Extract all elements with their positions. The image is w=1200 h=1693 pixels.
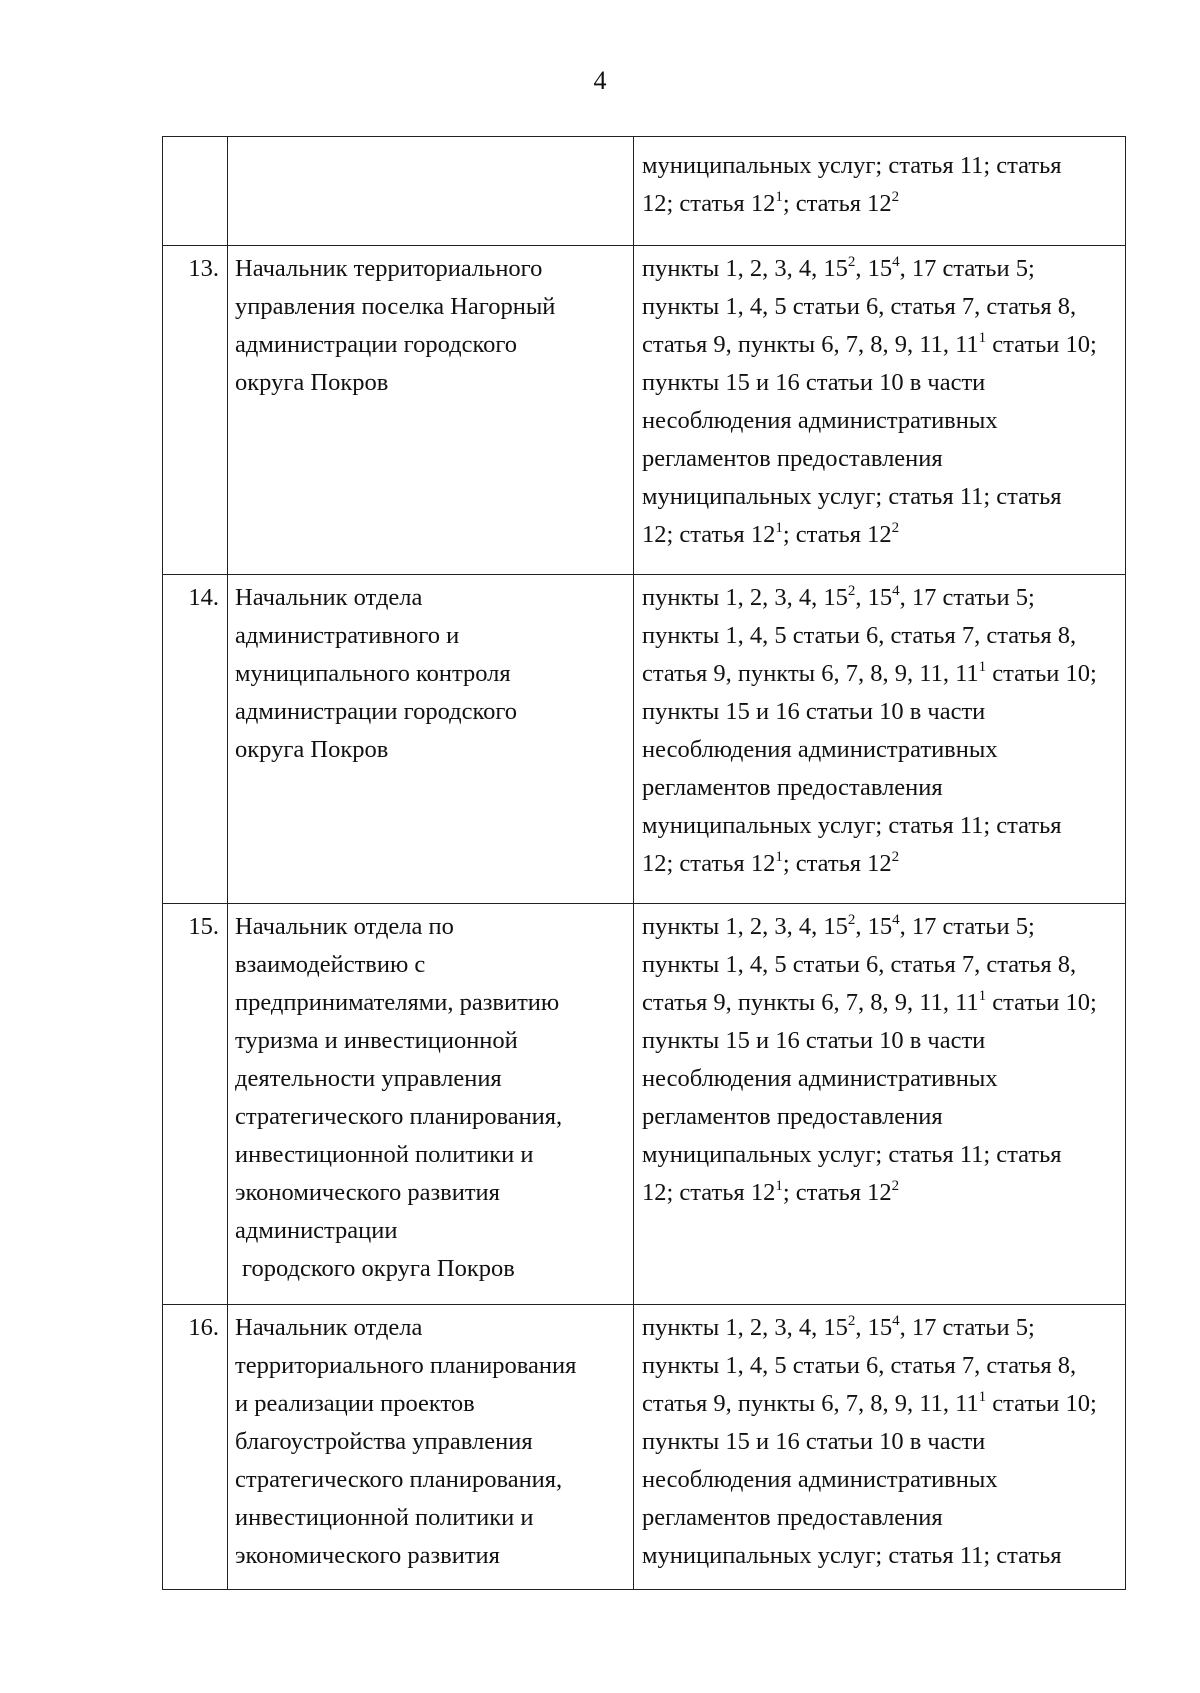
articles-line xyxy=(642,326,1119,364)
articles-text: несоблюдения административных xyxy=(642,407,998,434)
articles-text: пункты 1, 4, 5 статьи 6, статья 7, статья 8, xyxy=(642,951,1077,978)
articles-text: регламентов предоставления xyxy=(642,1103,943,1130)
position-line: экономического развития xyxy=(235,1542,500,1569)
superscript: 2 xyxy=(891,189,900,205)
articles-line xyxy=(642,693,1119,731)
articles-line xyxy=(642,1174,1119,1212)
articles-text: муниципальных услуг; статья 11; статья xyxy=(642,812,1062,839)
table-row xyxy=(163,575,1126,904)
position-line: стратегического планирования, xyxy=(235,1103,563,1130)
superscript: 2 xyxy=(891,849,900,865)
articles-text: , 17 статьи 5; xyxy=(899,255,1035,282)
articles-text: 12; статья 12 xyxy=(642,190,776,217)
articles-line xyxy=(642,1347,1119,1385)
articles-text: ; статья 12 xyxy=(782,850,892,877)
superscript: 2 xyxy=(847,1313,856,1329)
position-line: инвестиционной политики и xyxy=(235,1504,534,1531)
superscript: 1 xyxy=(775,849,783,865)
articles-cell xyxy=(634,137,1126,246)
articles-text: статьи 10; xyxy=(986,1390,1097,1417)
position-line: Начальник отдела xyxy=(235,1314,423,1341)
position-line: администрации городского xyxy=(235,331,518,358)
superscript: 4 xyxy=(892,254,900,270)
articles-cell xyxy=(634,246,1126,575)
articles-line xyxy=(642,288,1119,326)
articles-line xyxy=(642,579,1119,617)
articles-text: пункты 15 и 16 статьи 10 в части xyxy=(642,698,986,725)
articles-text: пункты 1, 2, 3, 4, 15 xyxy=(642,584,848,611)
position-line: администрации xyxy=(235,1217,398,1244)
superscript: 2 xyxy=(847,254,856,270)
page-number: 4 xyxy=(593,66,607,95)
articles-line xyxy=(642,617,1119,655)
position-cell xyxy=(228,246,634,575)
position-line: Начальник отдела по xyxy=(235,913,454,940)
articles-text: несоблюдения административных xyxy=(642,1466,998,1493)
articles-text: , 15 xyxy=(855,1314,893,1341)
articles-text: ; статья 12 xyxy=(782,190,892,217)
articles-text: , 17 статьи 5; xyxy=(899,1314,1035,1341)
position-line: муниципального контроля xyxy=(235,660,511,687)
position-line: благоустройства управления xyxy=(235,1428,533,1455)
articles-line xyxy=(642,908,1119,946)
articles-text: 12; статья 12 xyxy=(642,850,776,877)
row-number xyxy=(163,137,228,246)
articles-cell xyxy=(634,904,1126,1305)
position-line: предпринимателями, развитию xyxy=(235,989,560,1016)
position-line: управления поселка Нагорный xyxy=(235,293,556,320)
articles-text: статьи 10; xyxy=(986,331,1097,358)
articles-line xyxy=(642,516,1119,554)
superscript: 2 xyxy=(891,520,900,536)
officials-table-body xyxy=(163,137,1126,1590)
articles-text: пункты 15 и 16 статьи 10 в части xyxy=(642,1428,986,1455)
articles-text: регламентов предоставления xyxy=(642,774,943,801)
articles-line xyxy=(642,1060,1119,1098)
articles-line xyxy=(642,478,1119,516)
superscript: 1 xyxy=(775,520,783,536)
position-cell xyxy=(228,137,634,246)
superscript: 4 xyxy=(892,1313,900,1329)
articles-line xyxy=(642,1136,1119,1174)
table-row xyxy=(163,137,1126,246)
articles-text: пункты 15 и 16 статьи 10 в части xyxy=(642,369,986,396)
articles-text: пункты 1, 4, 5 статьи 6, статья 7, статья 8, xyxy=(642,622,1077,649)
articles-text: , 15 xyxy=(855,255,893,282)
position-cell xyxy=(228,575,634,904)
superscript: 1 xyxy=(978,1389,987,1405)
table-row xyxy=(163,1305,1126,1590)
position-line: взаимодействию с xyxy=(235,951,426,978)
position-line: Начальник территориального xyxy=(235,255,543,282)
table-row xyxy=(163,246,1126,575)
articles-text: статья 9, пункты 6, 7, 8, 9, 11, 11 xyxy=(642,1390,979,1417)
articles-line xyxy=(642,984,1119,1022)
officials-table xyxy=(162,136,1126,1590)
row-number: 14. xyxy=(163,575,228,904)
articles-text: несоблюдения административных xyxy=(642,736,998,763)
articles-line xyxy=(642,946,1119,984)
articles-line xyxy=(642,1385,1119,1423)
position-line: администрации городского xyxy=(235,698,518,725)
superscript: 1 xyxy=(775,189,783,205)
articles-text: регламентов предоставления xyxy=(642,445,943,472)
articles-text: , 15 xyxy=(855,913,893,940)
articles-line xyxy=(642,845,1119,883)
position-line: округа Покров xyxy=(235,736,389,763)
superscript: 2 xyxy=(891,1178,900,1194)
articles-line xyxy=(642,1098,1119,1136)
articles-line xyxy=(642,1423,1119,1461)
articles-text: муниципальных услуг; статья 11; статья xyxy=(642,1542,1062,1569)
position-line: административного и xyxy=(235,622,460,649)
articles-text: статьи 10; xyxy=(986,660,1097,687)
position-line: Начальник отдела xyxy=(235,584,423,611)
articles-text: регламентов предоставления xyxy=(642,1504,943,1531)
articles-line xyxy=(642,731,1119,769)
articles-line xyxy=(642,364,1119,402)
articles-line xyxy=(642,1537,1119,1575)
articles-text: статья 9, пункты 6, 7, 8, 9, 11, 11 xyxy=(642,989,979,1016)
row-number: 16. xyxy=(163,1305,228,1590)
superscript: 4 xyxy=(892,583,900,599)
articles-line xyxy=(642,440,1119,478)
position-cell xyxy=(228,904,634,1305)
articles-line xyxy=(642,147,1119,185)
position-line: городского округа Покров xyxy=(242,1255,515,1282)
articles-text: муниципальных услуг; статья 11; статья xyxy=(642,483,1062,510)
articles-text: 12; статья 12 xyxy=(642,521,776,548)
articles-line xyxy=(642,402,1119,440)
articles-text: пункты 1, 2, 3, 4, 15 xyxy=(642,1314,848,1341)
articles-line xyxy=(642,250,1119,288)
articles-line xyxy=(642,1309,1119,1347)
articles-text: пункты 1, 2, 3, 4, 15 xyxy=(642,913,848,940)
position-line: инвестиционной политики и xyxy=(235,1141,534,1168)
articles-text: статья 9, пункты 6, 7, 8, 9, 11, 11 xyxy=(642,660,979,687)
articles-text: статья 9, пункты 6, 7, 8, 9, 11, 11 xyxy=(642,331,979,358)
articles-text: несоблюдения административных xyxy=(642,1065,998,1092)
position-line: территориального планирования xyxy=(235,1352,577,1379)
superscript: 2 xyxy=(847,912,856,928)
superscript: 4 xyxy=(892,912,900,928)
articles-line xyxy=(642,769,1119,807)
articles-text: пункты 15 и 16 статьи 10 в части xyxy=(642,1027,986,1054)
articles-line xyxy=(642,655,1119,693)
articles-text: пункты 1, 4, 5 статьи 6, статья 7, статья 8, xyxy=(642,1352,1077,1379)
superscript: 1 xyxy=(775,1178,783,1194)
row-number: 15. xyxy=(163,904,228,1305)
articles-text: муниципальных услуг; статья 11; статья xyxy=(642,1141,1062,1168)
articles-text: ; статья 12 xyxy=(782,1179,892,1206)
articles-text: , 15 xyxy=(855,584,893,611)
articles-line xyxy=(642,1499,1119,1537)
position-line: и реализации проектов xyxy=(235,1390,475,1417)
position-line: экономического развития xyxy=(235,1179,500,1206)
articles-text: пункты 1, 4, 5 статьи 6, статья 7, статья 8, xyxy=(642,293,1077,320)
superscript: 1 xyxy=(978,988,987,1004)
position-line: туризма и инвестиционной xyxy=(235,1027,518,1054)
table-row xyxy=(163,904,1126,1305)
row-number: 13. xyxy=(163,246,228,575)
articles-text: , 17 статьи 5; xyxy=(899,913,1035,940)
articles-line xyxy=(642,1461,1119,1499)
articles-text: ; статья 12 xyxy=(782,521,892,548)
position-cell xyxy=(228,1305,634,1590)
position-line: стратегического планирования, xyxy=(235,1466,563,1493)
articles-cell xyxy=(634,575,1126,904)
articles-text: пункты 1, 2, 3, 4, 15 xyxy=(642,255,848,282)
articles-text: статьи 10; xyxy=(986,989,1097,1016)
position-line: деятельности управления xyxy=(235,1065,502,1092)
articles-line xyxy=(642,1022,1119,1060)
articles-text: , 17 статьи 5; xyxy=(899,584,1035,611)
superscript: 1 xyxy=(978,659,987,675)
articles-line xyxy=(642,807,1119,845)
articles-cell xyxy=(634,1305,1126,1590)
position-line: округа Покров xyxy=(235,369,389,396)
articles-text: 12; статья 12 xyxy=(642,1179,776,1206)
superscript: 2 xyxy=(847,583,856,599)
superscript: 1 xyxy=(978,330,987,346)
articles-line xyxy=(642,185,1119,223)
articles-text: муниципальных услуг; статья 11; статья xyxy=(642,152,1062,179)
